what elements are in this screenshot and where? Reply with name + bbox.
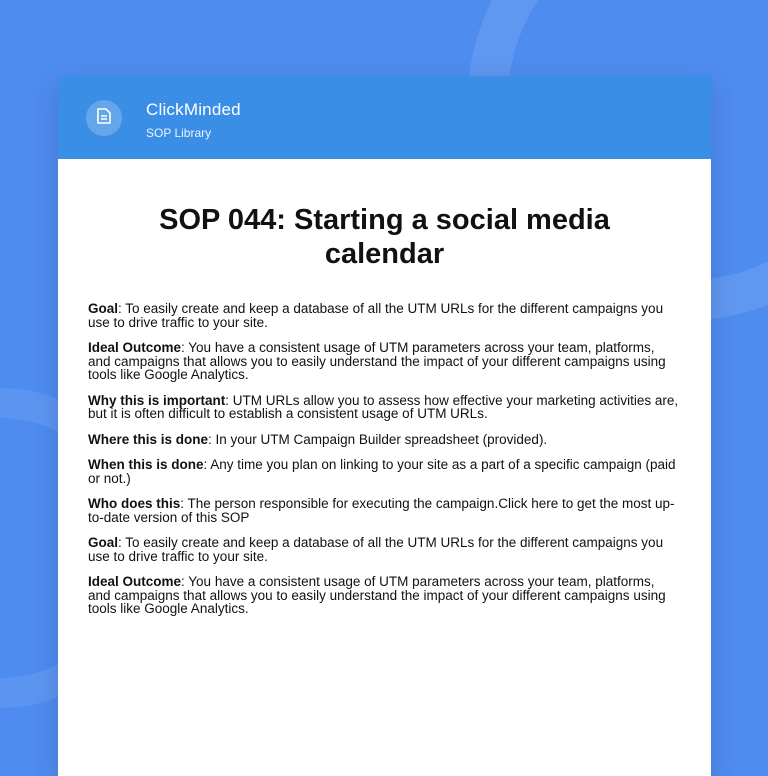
paragraph-ideal-outcome: Ideal Outcome: You have a consistent usage of UTM parameters across your team, platforms, and campaigns that allows you to easily understand the impact of your different campaigns using tools like Google Analytics.: [88, 340, 666, 382]
paragraph-goal: Goal: To easily create and keep a database of all the UTM URLs for the different campaigns you use to drive traffic to your site.: [88, 301, 664, 330]
brand-subtitle: SOP Library: [146, 126, 212, 140]
card-header: [58, 76, 711, 159]
paragraph-who-does: Who does this: The person responsible for executing the campaign.Click here to get the most up-to-date version of this SOP: [88, 496, 675, 525]
document-icon: [97, 108, 111, 129]
paragraph-ideal-outcome-repeat: Ideal Outcome: You have a consistent usage of UTM parameters across your team, platforms, and campaigns that allows you to easily understand the impact of your different campaigns using tools like Google Analytics.: [88, 574, 666, 616]
paragraph-goal-repeat: Goal: To easily create and keep a database of all the UTM URLs for the different campaigns you use to drive traffic to your site.: [88, 535, 664, 564]
paragraph-why-important: Why this is important: UTM URLs allow you to assess how effective your marketing activities are, but it is often difficult to establish a consistent usage of UTM URLs.: [88, 392, 679, 421]
paragraph-when-done: When this is done: Any time you plan on linking to your site as a part of a specific campaign (paid or not.): [88, 457, 676, 486]
brand-name: ClickMinded: [146, 100, 241, 119]
paragraph-where-done: Where this is done: In your UTM Campaign Builder spreadsheet (provided).: [88, 431, 548, 447]
document-title: SOP 044: Starting a social media calendar: [159, 204, 610, 270]
logo: [86, 100, 122, 136]
document-body: [88, 302, 680, 628]
